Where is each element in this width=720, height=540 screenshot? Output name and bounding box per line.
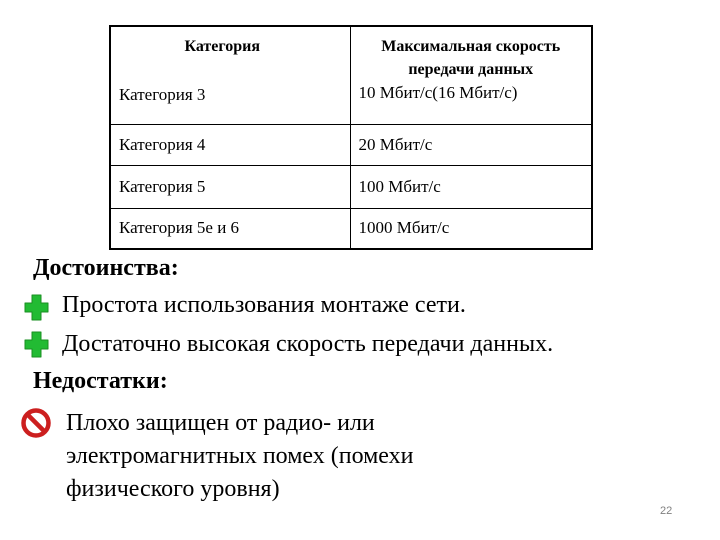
cons-item	[66, 407, 413, 506]
table-row	[110, 165, 592, 208]
cons-item-line: Плохо защищен от радио- или	[66, 410, 375, 436]
table-row	[110, 208, 592, 249]
table-cell-category: Категория 5	[110, 165, 350, 208]
table-header-speed-line1: Максимальная скорость	[381, 38, 561, 55]
prohibit-icon	[20, 407, 52, 439]
table-cell-speed: 20 Мбит/с	[350, 124, 592, 165]
speed-table	[109, 25, 593, 250]
table-cell-category: Категория 4	[110, 124, 350, 165]
table-header-category: Категория	[110, 26, 350, 81]
page-number: 22	[660, 505, 673, 517]
table-cell-category: Категория 3	[110, 81, 350, 124]
table-row	[110, 81, 592, 124]
pros-item: Простота использования монтаже сети.	[62, 292, 466, 318]
table-row	[110, 124, 592, 165]
pros-item: Достаточно высокая скорость передачи данных.	[62, 331, 554, 357]
cons-title: Недостатки:	[33, 368, 168, 394]
table-cell-speed: 1000 Мбит/с	[350, 208, 592, 249]
cons-item-line: электромагнитных помех (помехи	[66, 443, 414, 469]
plus-icon	[24, 331, 49, 358]
table-header-speed-line2: передачи данных	[408, 61, 534, 78]
table-cell-speed: 10 Мбит/с(16 Мбит/с)	[350, 81, 592, 124]
table-header-row	[110, 26, 592, 81]
table-cell-category: Категория 5е и 6	[110, 208, 350, 249]
table-cell-speed: 100 Мбит/с	[350, 165, 592, 208]
pros-title: Достоинства:	[33, 255, 179, 281]
table-header-speed	[350, 26, 592, 81]
plus-icon	[24, 294, 49, 321]
cons-item-line: физического уровня)	[66, 476, 280, 502]
